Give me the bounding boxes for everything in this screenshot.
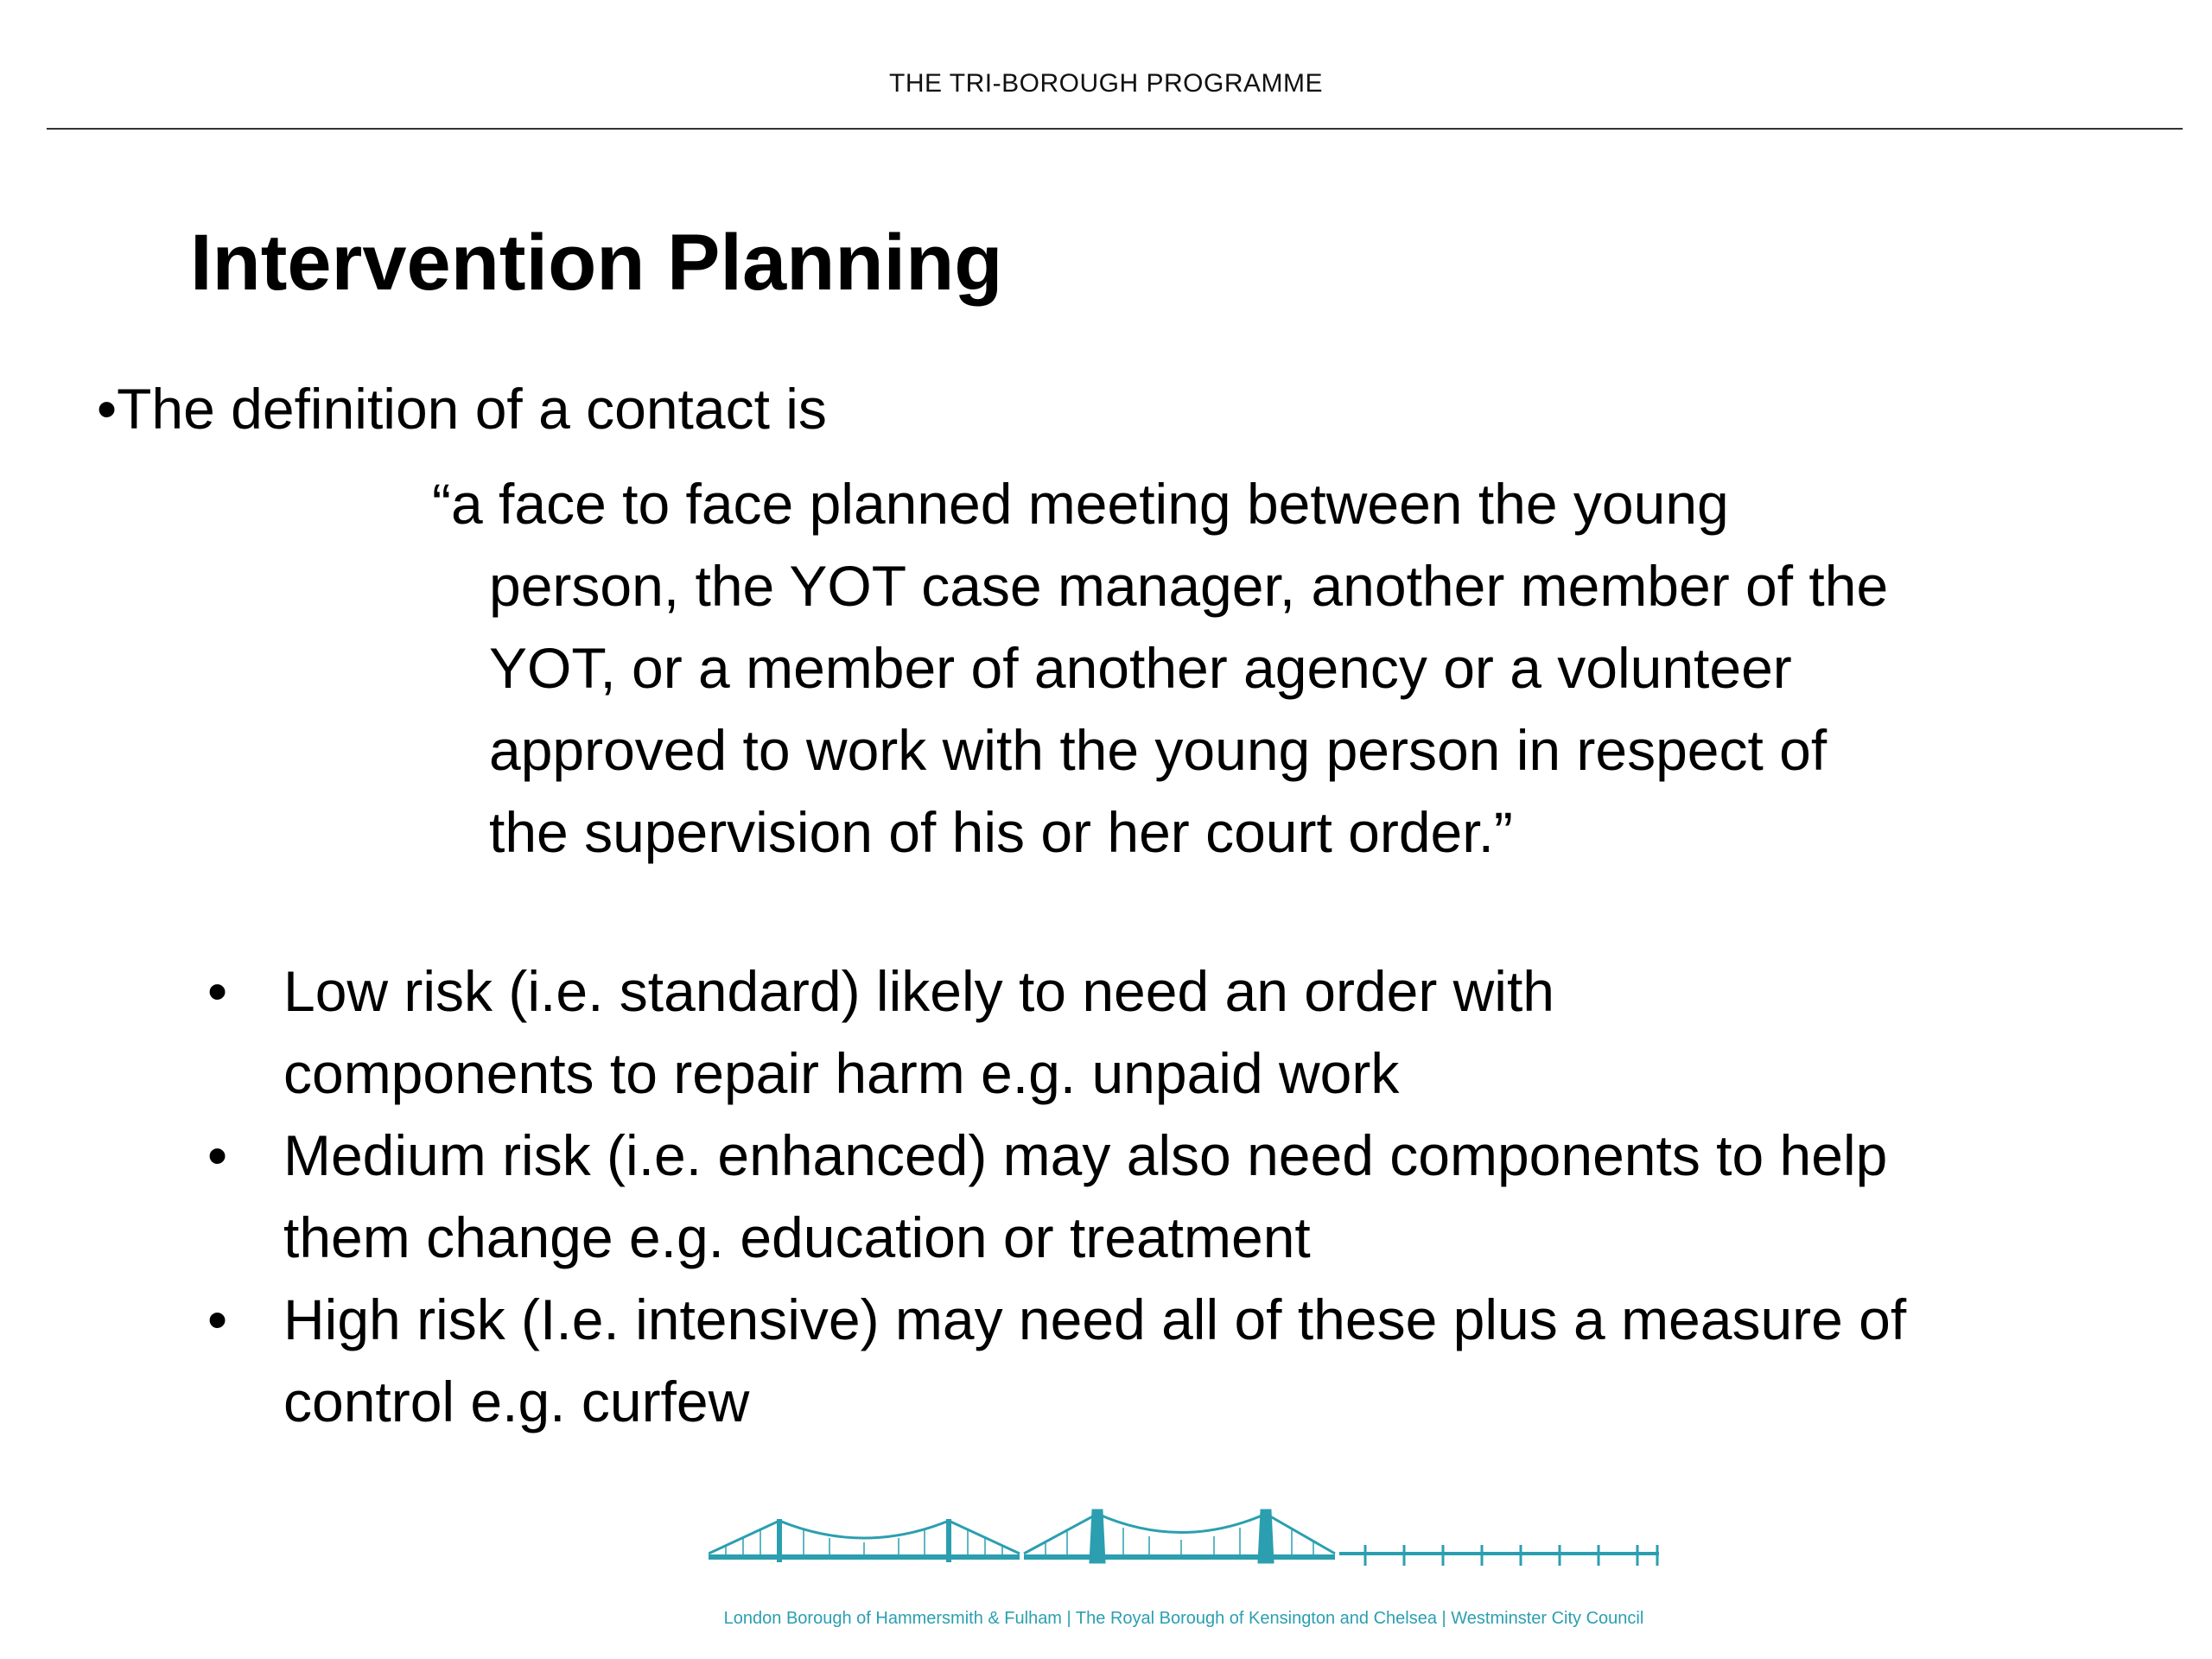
list-item-text: Low risk (i.e. standard) likely to need an order with xyxy=(283,959,1555,1023)
quote-line: approved to work with the young person in respect of xyxy=(489,718,1827,782)
definition-bullet: • xyxy=(97,377,118,441)
list-item-text: control e.g. curfew xyxy=(283,1370,750,1433)
list-item-text: components to repair harm e.g. unpaid work xyxy=(283,1041,1400,1105)
bullet: • xyxy=(207,1123,228,1187)
definition-intro: The definition of a contact is xyxy=(117,377,827,441)
quote-line: “a face to face planned meeting between the young xyxy=(432,472,1729,536)
list-item-low-risk xyxy=(207,950,2091,1115)
definition-quote xyxy=(432,463,2074,874)
slide-title: Intervention Planning xyxy=(190,219,1003,307)
bullet: • xyxy=(207,1287,228,1351)
list-item-text: them change e.g. education or treatment xyxy=(283,1205,1311,1269)
header-title: THE TRI-BOROUGH PROGRAMME xyxy=(889,69,1323,98)
bridges-logo-icon xyxy=(709,1503,1659,1573)
definition-bullet-item xyxy=(97,377,827,441)
bullet: • xyxy=(207,959,228,1023)
risk-level-list xyxy=(207,950,2091,1443)
list-item-high-risk xyxy=(207,1279,2091,1443)
quote-line: the supervision of his or her court order.” xyxy=(489,800,1513,864)
list-item-text: Medium risk (i.e. enhanced) may also need components to help xyxy=(283,1123,1888,1187)
footer-councils: London Borough of Hammersmith & Fulham | The Royal Borough of Kensington and Chelsea | Westminster City Council xyxy=(723,1609,1644,1628)
list-item-text: High risk (I.e. intensive) may need all of these plus a measure of xyxy=(283,1287,1907,1351)
quote-line: YOT, or a member of another agency or a volunteer xyxy=(489,636,1792,700)
header-divider xyxy=(47,128,2183,130)
list-item-medium-risk xyxy=(207,1115,2091,1279)
quote-line: person, the YOT case manager, another member of the xyxy=(489,554,1889,618)
